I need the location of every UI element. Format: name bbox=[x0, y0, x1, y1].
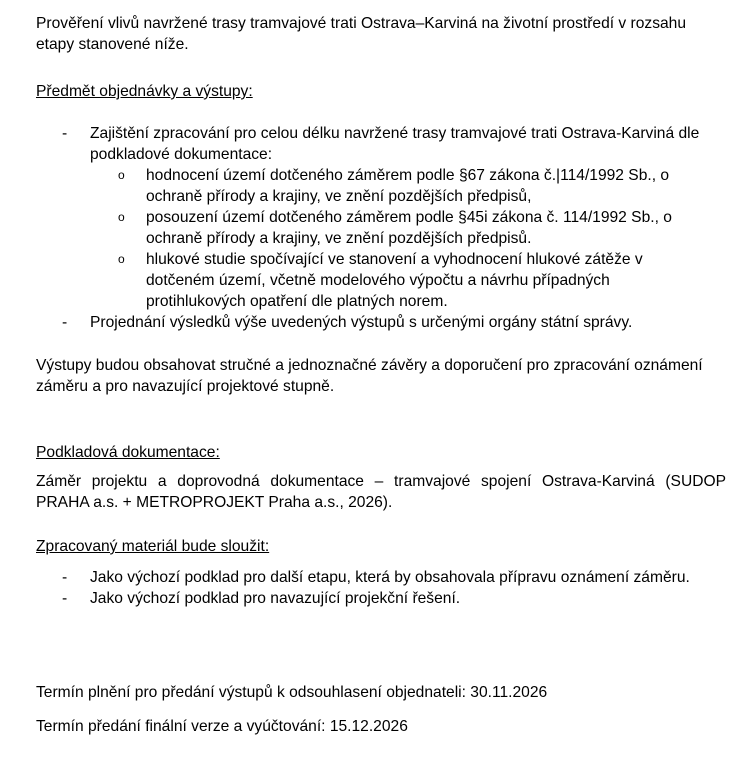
circle-bullet: o bbox=[118, 168, 125, 182]
use-list bbox=[36, 567, 733, 609]
subject-subitem-1-text: hodnocení území dotčeného záměrem podle §67 zákona č.|114/1992 Sb., o ochraně přírody a krajiny, ve znění pozdějších předpisů, bbox=[146, 167, 670, 205]
use-item-1 bbox=[36, 567, 733, 588]
use-item-2 bbox=[36, 588, 733, 609]
deadline-outputs: Termín plnění pro předání výstupů k odsouhlasení objednateli: 30.11.2026 bbox=[36, 684, 548, 701]
subject-item-1-text: Zajištění zpracování pro celou délku navržené trasy tramvajové trati Ostrava-Karviná dle podkladové dokumentace: bbox=[90, 125, 700, 163]
use-item-1-text: Jako výchozí podklad pro další etapu, která by obsahovala přípravu oznámení záměru. bbox=[90, 569, 690, 586]
intro-paragraph: Prověření vlivů navržené trasy tramvajové trati Ostrava–Karviná na životní prostředí v rozsahu etapy stanovené níže. bbox=[36, 15, 687, 53]
subject-item-2 bbox=[36, 312, 733, 333]
subject-item-2-text: Projednání výsledků výše uvedených výstupů s určenými orgány státní správy. bbox=[90, 314, 633, 331]
use-item-2-text: Jako výchozí podklad pro navazující projekční řešení. bbox=[90, 590, 461, 607]
dash-bullet: - bbox=[62, 314, 68, 331]
subject-list bbox=[36, 123, 733, 333]
subject-sublist bbox=[90, 165, 733, 312]
dash-bullet: - bbox=[62, 125, 68, 142]
docs-heading: Podkladová dokumentace: bbox=[36, 444, 220, 461]
subject-conclusion: Výstupy budou obsahovat stručné a jednoznačné závěry a doporučení pro zpracování oznámení záměru a pro navazující projektové stupně. bbox=[36, 357, 703, 395]
dash-bullet: - bbox=[62, 569, 68, 586]
circle-bullet: o bbox=[118, 210, 125, 224]
subject-subitem-3-text: hlukové studie spočívající ve stanovení a vyhodnocení hlukové zátěže v dotčeném území, včetně modelového výpočtu a návrhu případných protihlukových opatření dle platných norem. bbox=[146, 251, 643, 310]
subject-subitem-3 bbox=[90, 249, 706, 312]
deadline-final: Termín předání finální verze a vyúčtování: 15.12.2026 bbox=[36, 718, 408, 735]
docs-text: Záměr projektu a doprovodná dokumentace – tramvajové spojení Ostrava-Karviná (SUDOP PRAHA a.s. + METROPROJEKT Praha a.s., 2026). bbox=[36, 473, 726, 511]
dash-bullet: - bbox=[62, 590, 68, 607]
subject-item-1 bbox=[36, 123, 733, 312]
subject-subitem-2 bbox=[90, 207, 706, 249]
circle-bullet: o bbox=[118, 252, 125, 266]
subject-subitem-2-text: posouzení území dotčeného záměrem podle §45i zákona č. 114/1992 Sb., o ochraně přírody a krajiny, ve znění pozdějších předpisů. bbox=[146, 209, 672, 247]
subject-subitem-1 bbox=[90, 165, 706, 207]
use-heading: Zpracovaný materiál bude sloužit: bbox=[36, 538, 270, 555]
subject-heading: Předmět objednávky a výstupy: bbox=[36, 83, 253, 100]
